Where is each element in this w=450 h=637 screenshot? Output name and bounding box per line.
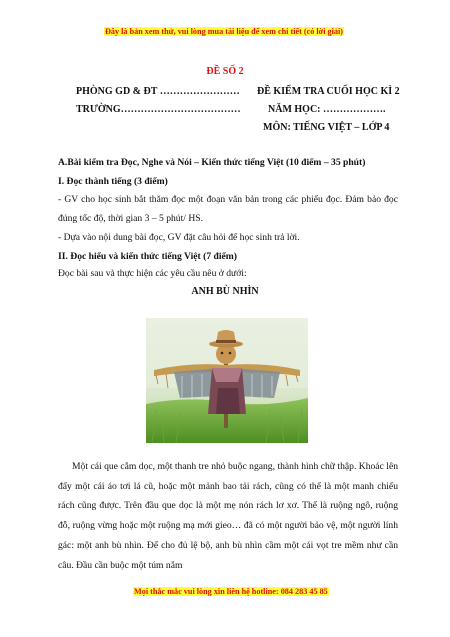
header-school: TRƯỜNG……………………………… <box>76 104 241 115</box>
hotline-notice: Mọi thắc mắc vui lòng xin liên hệ hotline: 084 283 45 85 <box>134 587 328 596</box>
header-exam-title: ĐỀ KIỂM TRA CUỐI HỌC KÌ 2 <box>257 86 400 97</box>
story-text: Một cái que cắm dọc, một thanh tre nhỏ buộc ngang, thành hình chữ thập. Khoác lên đấy một cái áo tơi lá cũ, hoặc một mảnh bao tải rách, cũng có thể là một manh chiếu rách cũng được. Trên đầu que dọc là một mẹ nón rách lơ xơ. Thế là ruộng ngô, ruộng đỗ, ruộng vừng hoặc một ruộng mạ mới gieo… đã có một người bảo vệ, một người lính gác: một anh bù nhìn. Để cho đủ lệ bộ, anh bù nhìn cầm một cái vọt tre mềm như cần câu. Đầu cần buộc một túm nắm <box>58 461 398 571</box>
header-subject: MÔN: TIẾNG VIỆT – LỚP 4 <box>263 122 390 133</box>
scarecrow-illustration <box>146 318 308 443</box>
part2-title: II. Đọc hiểu và kiến thức tiếng Việt (7 điểm) <box>58 251 237 262</box>
header-school-year: NĂM HỌC: ………………. <box>268 104 386 115</box>
part1-instruction: - GV cho học sinh bắt thăm đọc một đoạn văn bản trong các phiếu đọc. Đảm bảo đọc đúng tốc độ, thời gian 3 – 5 phút/ HS. <box>58 194 398 224</box>
header-department: PHÒNG GD & ĐT …………………… <box>76 86 240 97</box>
story-title: ANH BÙ NHÌN <box>191 286 259 297</box>
section-a-title: A.Bài kiểm tra Đọc, Nghe và Nói – Kiến thức tiếng Việt (10 điểm – 35 phút) <box>58 157 366 168</box>
part1-instruction-2: - Dựa vào nội dung bài đọc, GV đặt câu hỏi để học sinh trả lời. <box>58 232 300 243</box>
exam-number: ĐỀ SỐ 2 <box>206 66 244 77</box>
part2-intro: Đọc bài sau và thực hiện các yêu cầu nêu ở dưới: <box>58 268 247 279</box>
preview-notice: Đây là bản xem thử, vui lòng mua tài liệu để xem chi tiết (có lời giải) <box>105 27 344 36</box>
part1-title: I. Đọc thành tiếng (3 điểm) <box>58 176 168 187</box>
